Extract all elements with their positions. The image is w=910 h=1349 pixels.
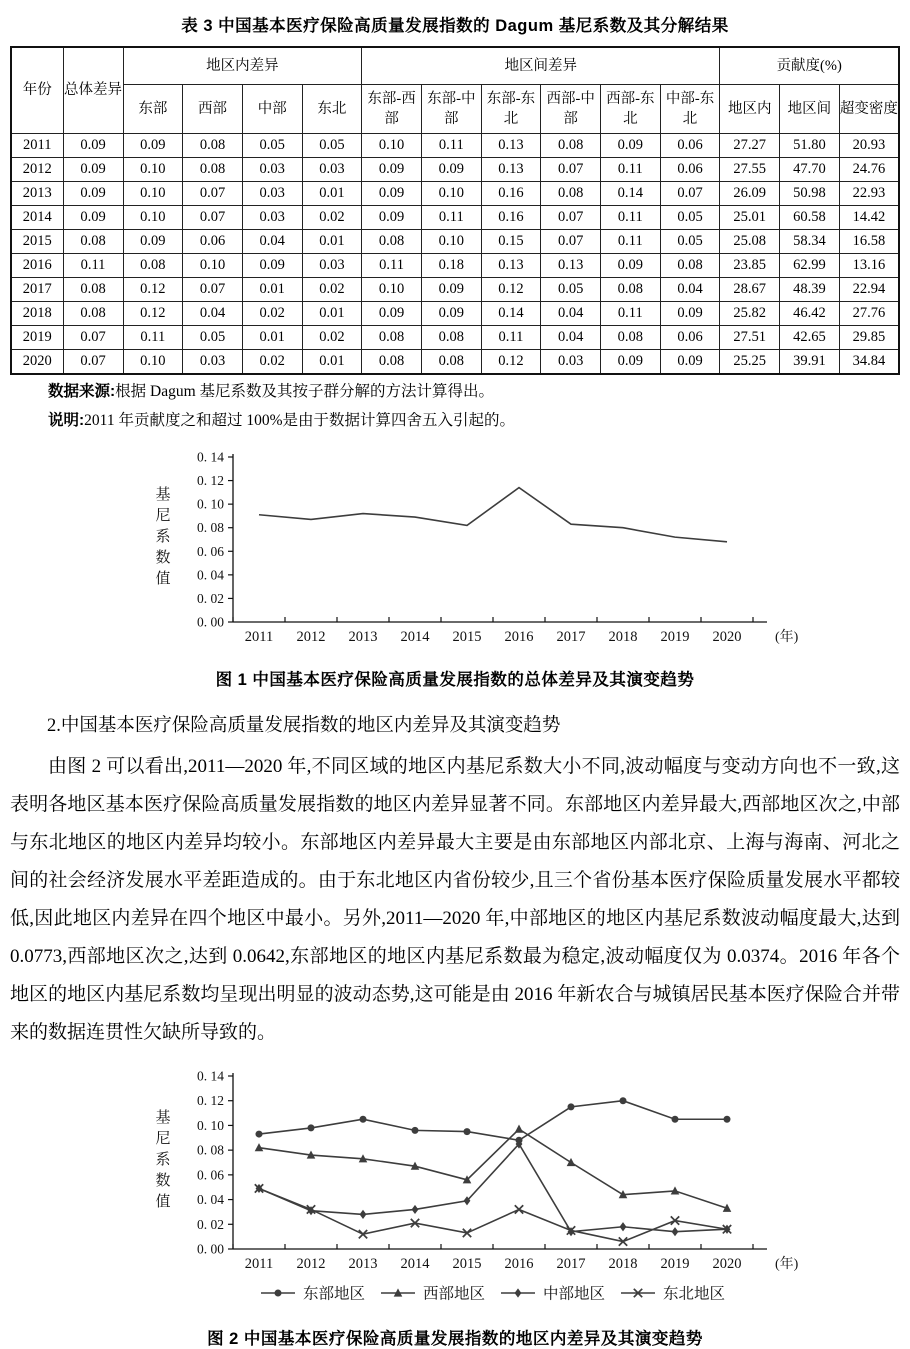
value-cell: 0.04 [541, 326, 601, 350]
value-cell: 27.76 [839, 302, 899, 326]
y-tick-label: 0. 00 [197, 614, 224, 630]
x-tick-label: 2012 [296, 629, 326, 646]
value-cell: 0.11 [601, 206, 661, 230]
value-cell: 60.58 [780, 206, 840, 230]
value-cell: 0.12 [481, 278, 541, 302]
value-cell: 0.09 [123, 134, 183, 158]
value-cell: 0.09 [362, 302, 422, 326]
year-cell: 2011 [11, 134, 63, 158]
col-header-overall: 总体差异 [63, 47, 123, 134]
value-cell: 0.07 [541, 230, 601, 254]
value-cell: 0.16 [481, 206, 541, 230]
value-cell: 0.08 [541, 182, 601, 206]
value-cell: 0.09 [421, 158, 481, 182]
value-cell: 34.84 [839, 350, 899, 375]
value-cell: 0.13 [481, 158, 541, 182]
value-cell: 0.07 [63, 350, 123, 375]
value-cell: 0.09 [362, 206, 422, 230]
table-title: 表 3 中国基本医疗保险高质量发展指数的 Dagum 基尼系数及其分解结果 [181, 17, 729, 35]
value-cell: 0.03 [242, 158, 302, 182]
value-cell: 20.93 [839, 134, 899, 158]
circle-marker [412, 1126, 419, 1133]
table-subheader-cell: 地区内 [720, 85, 780, 134]
value-cell: 0.09 [601, 134, 661, 158]
table-subheader-cell: 东部-东北 [481, 85, 541, 134]
value-cell: 0.02 [302, 278, 362, 302]
table-row [11, 158, 899, 182]
circle-marker [308, 1124, 315, 1131]
value-cell: 0.03 [541, 350, 601, 375]
value-cell: 0.08 [123, 254, 183, 278]
value-cell: 14.42 [839, 206, 899, 230]
value-cell: 23.85 [720, 254, 780, 278]
value-cell: 0.11 [481, 326, 541, 350]
x-tick-label: 2015 [452, 629, 482, 646]
value-cell: 0.11 [601, 302, 661, 326]
note-source-text: 根据 Dagum 基尼系数及其按子群分解的方法计算得出。 [115, 383, 495, 400]
value-cell: 0.08 [63, 278, 123, 302]
value-cell: 42.65 [780, 326, 840, 350]
col-header-year: 年份 [11, 47, 63, 134]
value-cell: 0.11 [421, 134, 481, 158]
y-tick-label: 0. 12 [197, 473, 224, 489]
value-cell: 0.02 [242, 302, 302, 326]
year-cell: 2020 [11, 350, 63, 375]
value-cell: 0.14 [481, 302, 541, 326]
value-cell: 0.06 [183, 230, 243, 254]
value-cell: 0.10 [362, 278, 422, 302]
value-cell: 26.09 [720, 182, 780, 206]
year-cell: 2015 [11, 230, 63, 254]
value-cell: 0.08 [421, 326, 481, 350]
value-cell: 62.99 [780, 254, 840, 278]
value-cell: 0.11 [63, 254, 123, 278]
x-tick-label: 2014 [400, 629, 430, 646]
value-cell: 47.70 [780, 158, 840, 182]
x-axis-unit: (年) [775, 630, 799, 646]
year-cell: 2012 [11, 158, 63, 182]
table-subheader-cell: 西部-东北 [601, 85, 661, 134]
note-source-label: 数据来源: [48, 383, 116, 400]
table-row [11, 350, 899, 375]
value-cell: 0.16 [481, 182, 541, 206]
figure-1-chart-area [138, 443, 900, 660]
value-cell: 0.03 [302, 158, 362, 182]
value-cell: 0.12 [123, 302, 183, 326]
figure-1-caption: 图 1 中国基本医疗保险高质量发展指数的总体差异及其演变趋势 [215, 671, 695, 690]
triangle-marker [515, 1124, 524, 1132]
value-cell: 0.09 [660, 350, 720, 375]
diamond-marker [620, 1222, 627, 1231]
y-axis-title-char: 尼 [155, 508, 171, 525]
value-cell: 0.09 [421, 278, 481, 302]
value-cell: 0.05 [302, 134, 362, 158]
table-subheader-cell: 东北 [302, 85, 362, 134]
x-tick-label: 2015 [452, 1255, 482, 1272]
value-cell: 50.98 [780, 182, 840, 206]
value-cell: 0.08 [362, 326, 422, 350]
circle-marker [672, 1115, 679, 1122]
value-cell: 0.04 [242, 230, 302, 254]
figure-2-caption: 图 2 中国基本医疗保险高质量发展指数的地区内差异及其演变趋势 [207, 1329, 703, 1348]
table-subheader-cell: 超变密度 [839, 85, 899, 134]
y-tick-label: 0. 08 [197, 1142, 224, 1158]
value-cell: 0.13 [541, 254, 601, 278]
value-cell: 58.34 [780, 230, 840, 254]
value-cell: 0.01 [302, 302, 362, 326]
dagum-gini-table [10, 46, 900, 375]
y-axis-title-char: 值 [155, 1193, 171, 1210]
table-row [11, 134, 899, 158]
year-cell: 2018 [11, 302, 63, 326]
table-subheader-row [11, 85, 899, 134]
y-tick-label: 0. 10 [197, 496, 224, 512]
value-cell: 0.08 [601, 278, 661, 302]
year-cell: 2016 [11, 254, 63, 278]
value-cell: 0.05 [660, 206, 720, 230]
value-cell: 0.08 [63, 302, 123, 326]
table-subheader-cell: 西部-中部 [541, 85, 601, 134]
value-cell: 0.02 [302, 206, 362, 230]
col-header-contribution: 贡献度(%) [720, 47, 899, 85]
table-subheader-cell: 东部-中部 [421, 85, 481, 134]
value-cell: 27.27 [720, 134, 780, 158]
circle-marker [256, 1130, 263, 1137]
table-row [11, 254, 899, 278]
value-cell: 0.11 [601, 158, 661, 182]
figure-1-line-chart [138, 443, 838, 655]
circle-marker [360, 1115, 367, 1122]
value-cell: 24.76 [839, 158, 899, 182]
value-cell: 0.09 [63, 206, 123, 230]
triangle-marker [567, 1158, 576, 1166]
y-tick-label: 0. 14 [197, 1068, 224, 1084]
value-cell: 0.04 [183, 302, 243, 326]
x-tick-label: 2019 [660, 629, 690, 646]
value-cell: 27.55 [720, 158, 780, 182]
y-axis-title-char: 数 [155, 1172, 171, 1189]
x-tick-label: 2020 [712, 1255, 742, 1272]
value-cell: 0.09 [242, 254, 302, 278]
diamond-marker [515, 1288, 522, 1297]
value-cell: 51.80 [780, 134, 840, 158]
value-cell: 0.11 [601, 230, 661, 254]
note-explain-text: 2011 年贡献度之和超过 100%是由于数据计算四舍五入引起的。 [84, 412, 516, 430]
y-axis-title-char: 系 [155, 529, 171, 546]
value-cell: 0.09 [63, 182, 123, 206]
value-cell: 0.01 [302, 230, 362, 254]
x-tick-label: 2016 [504, 629, 534, 646]
value-cell: 0.08 [362, 230, 422, 254]
table-body [11, 134, 899, 375]
value-cell: 0.09 [601, 350, 661, 375]
year-cell: 2014 [11, 206, 63, 230]
series-line [259, 1129, 727, 1208]
value-cell: 0.14 [601, 182, 661, 206]
y-tick-label: 0. 10 [197, 1117, 224, 1133]
value-cell: 0.09 [63, 134, 123, 158]
x-tick-label: 2018 [608, 629, 638, 646]
value-cell: 0.06 [660, 158, 720, 182]
value-cell: 0.15 [481, 230, 541, 254]
y-tick-label: 0. 04 [197, 1191, 224, 1207]
value-cell: 0.12 [123, 278, 183, 302]
value-cell: 25.25 [720, 350, 780, 375]
value-cell: 0.10 [123, 350, 183, 375]
value-cell: 25.08 [720, 230, 780, 254]
value-cell: 0.03 [302, 254, 362, 278]
value-cell: 0.10 [123, 182, 183, 206]
series-line [259, 1100, 727, 1140]
x-tick-label: 2012 [296, 1255, 326, 1272]
value-cell: 0.08 [541, 134, 601, 158]
y-tick-label: 0. 06 [197, 1166, 224, 1182]
table-subheader-cell: 中部 [242, 85, 302, 134]
figure-2-line-chart [138, 1062, 838, 1314]
value-cell: 0.08 [183, 134, 243, 158]
value-cell: 0.09 [601, 254, 661, 278]
value-cell: 0.01 [242, 278, 302, 302]
value-cell: 0.03 [242, 182, 302, 206]
table-subheader-cell: 西部 [183, 85, 243, 134]
value-cell: 0.09 [660, 302, 720, 326]
legend-label: 中部地区 [543, 1285, 606, 1303]
value-cell: 0.02 [242, 350, 302, 375]
diamond-marker [672, 1227, 679, 1236]
value-cell: 0.07 [183, 278, 243, 302]
y-tick-label: 0. 06 [197, 543, 224, 559]
value-cell: 0.07 [183, 182, 243, 206]
table-subheader-cell: 东部 [123, 85, 183, 134]
value-cell: 27.51 [720, 326, 780, 350]
y-tick-label: 0. 14 [197, 449, 224, 465]
value-cell: 46.42 [780, 302, 840, 326]
table-subheader-cell: 东部-西部 [362, 85, 422, 134]
table-row [11, 182, 899, 206]
value-cell: 22.93 [839, 182, 899, 206]
y-axis-title-char: 基 [155, 1109, 171, 1126]
x-tick-label: 2017 [556, 629, 586, 646]
value-cell: 0.09 [362, 158, 422, 182]
y-tick-label: 0. 00 [197, 1241, 224, 1257]
table-header [11, 47, 899, 134]
value-cell: 0.10 [421, 230, 481, 254]
value-cell: 0.08 [601, 326, 661, 350]
value-cell: 0.05 [660, 230, 720, 254]
diamond-marker [412, 1204, 419, 1213]
value-cell: 0.04 [541, 302, 601, 326]
value-cell: 39.91 [780, 350, 840, 375]
legend-label: 东部地区 [303, 1285, 366, 1303]
value-cell: 0.10 [123, 206, 183, 230]
x-tick-label: 2011 [244, 1255, 274, 1272]
series-line [259, 488, 727, 542]
x-tick-label: 2014 [400, 1255, 430, 1272]
series-line [259, 1188, 727, 1241]
value-cell: 29.85 [839, 326, 899, 350]
table-note-source [48, 380, 900, 404]
value-cell: 0.09 [421, 302, 481, 326]
y-tick-label: 0. 04 [197, 567, 224, 583]
table-row [11, 230, 899, 254]
value-cell: 0.08 [421, 350, 481, 375]
x-tick-label: 2011 [244, 629, 274, 646]
value-cell: 48.39 [780, 278, 840, 302]
circle-marker [464, 1128, 471, 1135]
value-cell: 0.01 [302, 182, 362, 206]
section-heading: 2.中国基本医疗保险高质量发展指数的地区内差异及其演变趋势 [47, 716, 561, 737]
y-axis-title-char: 数 [155, 550, 171, 567]
triangle-marker [255, 1143, 264, 1151]
x-tick-label: 2017 [556, 1255, 586, 1272]
value-cell: 0.02 [302, 326, 362, 350]
value-cell: 0.03 [183, 350, 243, 375]
x-tick-label: 2020 [712, 629, 742, 646]
y-axis-title-char: 基 [155, 487, 171, 504]
table-row [11, 206, 899, 230]
year-cell: 2019 [11, 326, 63, 350]
value-cell: 22.94 [839, 278, 899, 302]
x-tick-label: 2016 [504, 1255, 534, 1272]
value-cell: 0.05 [541, 278, 601, 302]
value-cell: 0.03 [242, 206, 302, 230]
table-row [11, 326, 899, 350]
value-cell: 0.01 [302, 350, 362, 375]
value-cell: 0.05 [242, 134, 302, 158]
col-header-within-group: 地区内差异 [123, 47, 362, 85]
value-cell: 0.13 [481, 134, 541, 158]
table-row [11, 302, 899, 326]
y-tick-label: 0. 02 [197, 590, 224, 606]
legend-label: 东北地区 [663, 1285, 726, 1303]
value-cell: 0.08 [362, 350, 422, 375]
value-cell: 16.58 [839, 230, 899, 254]
value-cell: 0.18 [421, 254, 481, 278]
circle-marker [275, 1289, 282, 1296]
y-tick-label: 0. 02 [197, 1216, 224, 1232]
value-cell: 0.10 [123, 158, 183, 182]
year-cell: 2013 [11, 182, 63, 206]
table-subheader-cell: 中部-东北 [660, 85, 720, 134]
value-cell: 0.08 [183, 158, 243, 182]
value-cell: 0.10 [362, 134, 422, 158]
value-cell: 0.09 [362, 182, 422, 206]
table-subheader-cell: 地区间 [780, 85, 840, 134]
value-cell: 0.07 [541, 206, 601, 230]
value-cell: 25.01 [720, 206, 780, 230]
y-tick-label: 0. 12 [197, 1092, 224, 1108]
x-axis-unit: (年) [775, 1256, 799, 1272]
value-cell: 13.16 [839, 254, 899, 278]
legend-label: 西部地区 [423, 1285, 486, 1303]
value-cell: 0.07 [183, 206, 243, 230]
x-tick-label: 2018 [608, 1255, 638, 1272]
diamond-marker [360, 1209, 367, 1218]
value-cell: 0.01 [242, 326, 302, 350]
note-explain-label: 说明: [48, 412, 85, 430]
value-cell: 0.05 [183, 326, 243, 350]
value-cell: 0.12 [481, 350, 541, 375]
value-cell: 28.67 [720, 278, 780, 302]
value-cell: 0.09 [63, 158, 123, 182]
value-cell: 25.82 [720, 302, 780, 326]
x-tick-label: 2013 [348, 1255, 378, 1272]
value-cell: 0.07 [541, 158, 601, 182]
y-tick-label: 0. 08 [197, 520, 224, 536]
y-axis-title-char: 值 [155, 571, 171, 588]
x-tick-label: 2013 [348, 629, 378, 646]
value-cell: 0.11 [362, 254, 422, 278]
circle-marker [568, 1103, 575, 1110]
value-cell: 0.06 [660, 134, 720, 158]
table-note-explain [48, 409, 900, 433]
circle-marker [724, 1115, 731, 1122]
col-header-between-group: 地区间差异 [362, 47, 720, 85]
y-axis-title-char: 系 [155, 1151, 171, 1168]
y-axis-title-char: 尼 [155, 1130, 171, 1147]
value-cell: 0.08 [660, 254, 720, 278]
value-cell: 0.06 [660, 326, 720, 350]
value-cell: 0.10 [421, 182, 481, 206]
value-cell: 0.07 [660, 182, 720, 206]
value-cell: 0.09 [123, 230, 183, 254]
value-cell: 0.11 [421, 206, 481, 230]
value-cell: 0.08 [63, 230, 123, 254]
value-cell: 0.07 [63, 326, 123, 350]
body-paragraph: 由图 2 可以看出,2011—2020 年,不同区域的地区内基尼系数大小不同,波动幅度与变动方向也不一致,这表明各地区基本医疗保险高质量发展指数的地区内差异显著不同。东部地区内差异最大,西部地区次之,中部与东北地区的地区内差异均较小。东部地区内差异最大主要是由东部地区内部北京、上海与海南、河北之间的社会经济发展水平差距造成的。由于东北地区内省份较少,且三个省份基本医疗保险质量发展水平都较低,因此地区内差异在四个地区中最小。另外,2011—2020 年,中部地区的地区内基尼系数波动幅度最大,达到 0.0773,西部地区次之,达到 0.0642,东部地区的地区内基尼系数最为稳定,波动幅度仅为 0.0374。2016 年各个地区的地区内基尼系数均呈现出明显的波动态势,这可能是由 2016 年新农合与城镇居民基本医疗保险合并带来的数据连贯性欠缺所导致的。 [10, 755, 900, 1043]
value-cell: 0.10 [183, 254, 243, 278]
value-cell: 0.13 [481, 254, 541, 278]
value-cell: 0.11 [123, 326, 183, 350]
figure-2-chart-area [138, 1062, 900, 1319]
x-tick-label: 2019 [660, 1255, 690, 1272]
value-cell: 0.04 [660, 278, 720, 302]
year-cell: 2017 [11, 278, 63, 302]
table-row [11, 278, 899, 302]
circle-marker [620, 1097, 627, 1104]
